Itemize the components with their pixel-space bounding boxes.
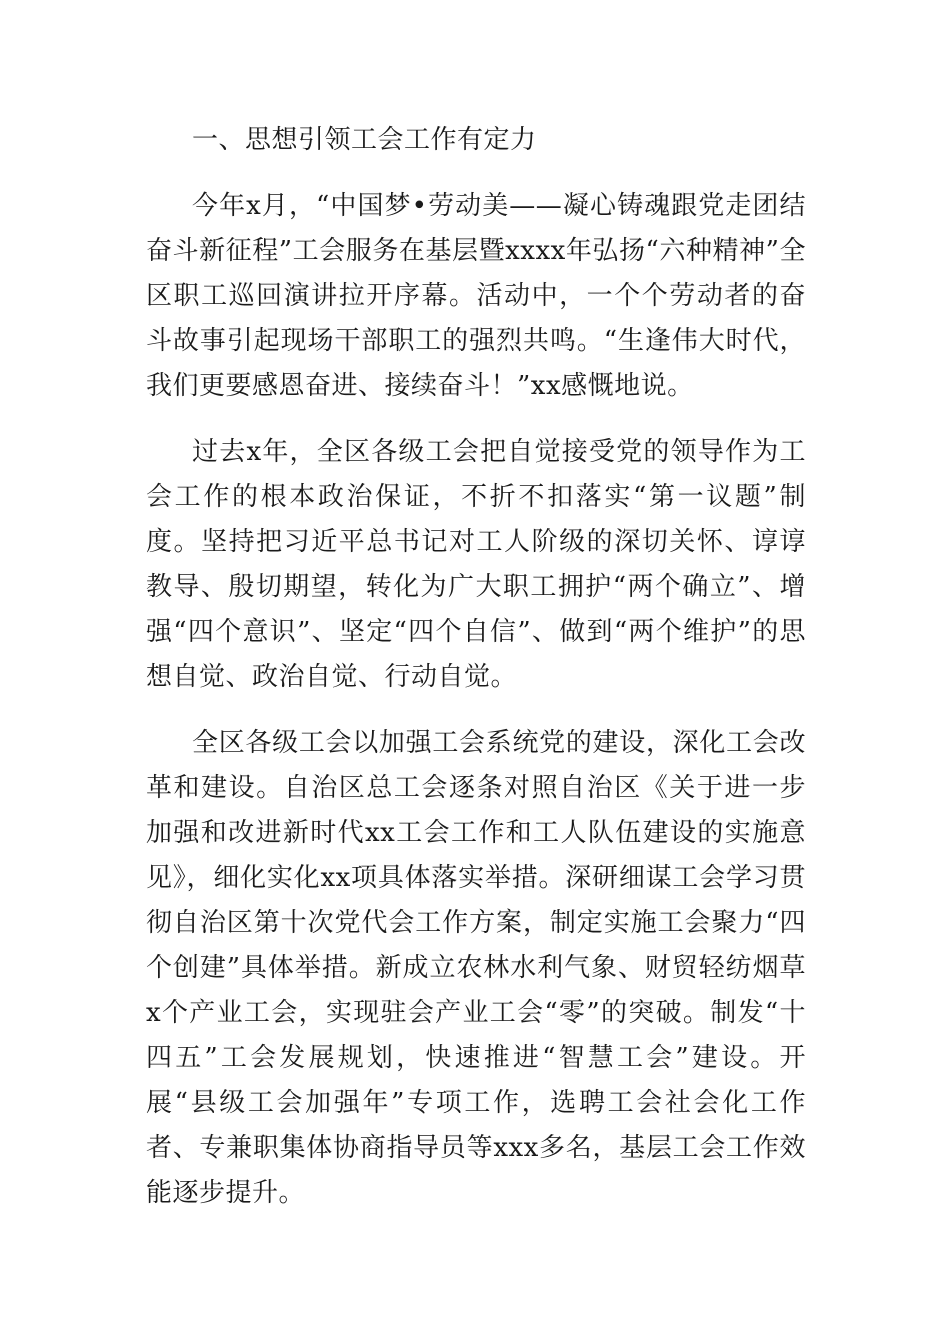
paragraph-3: 全区各级工会以加强工会系统党的建设，深化工会改革和建设。自治区总工会逐条对照自治区《关于进一步加强和改进新时代xx工会工作和工人队伍建设的实施意见》，细化实化xx项具体落实举措。深研细谋工会学习贯彻自治区第十次党代会工作方案，制定实施工会聚力“四个创建”具体举措。新成立农林水利气象、财贸轻纺烟草x个产业工会，实现驻会产业工会“零”的突破。制发“十四五”工会发展规划，快速推进“智慧工会”建设。开展“县级工会加强年”专项工作，选聘工会社会化工作者、专兼职集体协商指导员等xxx多名，基层工会工作效能逐步提升。 xyxy=(146,728,806,1208)
section-heading: 一、思想引领工会工作有定力 xyxy=(192,125,537,155)
paragraph-2: 过去x年，全区各级工会把自觉接受党的领导作为工会工作的根本政治保证，不折不扣落实“第一议题”制度。坚持把习近平总书记对工人阶级的深切关怀、谆谆教导、殷切期望，转化为广大职工拥护“两个确立”、增强“四个意识”、坚定“四个自信”、做到“两个维护”的思想自觉、政治自觉、行动自觉。 xyxy=(146,437,806,692)
paragraph-1: 今年x月，“中国梦•劳动美——凝心铸魂跟党走团结奋斗新征程”工会服务在基层暨xxxx年弘扬“六种精神”全区职工巡回演讲拉开序幕。活动中，一个个劳动者的奋斗故事引起现场干部职工的强烈共鸣。“生逢伟大时代，我们更要感恩奋进、接续奋斗！”xx感慨地说。 xyxy=(146,191,806,401)
document-body xyxy=(146,118,806,1237)
